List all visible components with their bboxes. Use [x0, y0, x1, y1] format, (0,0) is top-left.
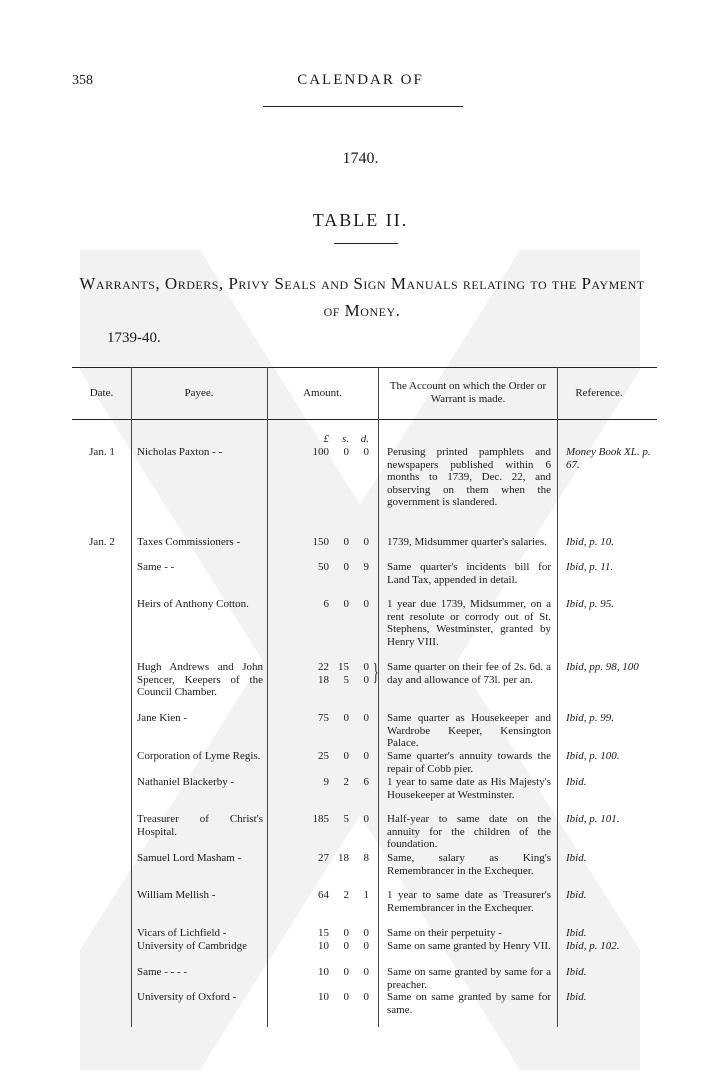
section-year: 1740. — [342, 150, 379, 167]
amount-pence: 0 — [363, 750, 369, 762]
amount-pence: 0 — [363, 991, 369, 1003]
amount-pence: 0 — [363, 536, 369, 548]
row-payee: Corporation of Lyme Regis. — [137, 750, 261, 762]
amount-pounds: 6 — [323, 598, 329, 610]
row-payee: Vicars of Lichfield - — [137, 927, 227, 939]
page-number: 358 — [72, 73, 93, 88]
amount-brace: } — [372, 660, 379, 686]
amount-pence: 0 — [363, 813, 369, 825]
row-payee: Treasurer of Christ's Hospital. — [137, 813, 263, 838]
amount-pounds: 75 — [318, 712, 329, 724]
amount-pounds: 9 — [323, 776, 329, 788]
row-account: Perusing printed pamphlets and newspapers published within 6 months to 1739, Dec. 22, and observing on them when the government is slandered. — [387, 446, 551, 508]
column-divider — [131, 367, 132, 1027]
amount-pence: 0 — [363, 598, 369, 610]
amount-pounds: 64 — [318, 889, 329, 901]
row-reference: Ibid. — [566, 991, 587, 1003]
amount-pounds: 10 — [318, 991, 329, 1003]
column-divider — [378, 367, 379, 1027]
amount-shillings: 0 — [343, 966, 349, 978]
running-title: CALENDAR OF — [297, 72, 424, 88]
row-account: Same quarter's annuity towards the repair of Cobb pier. — [387, 750, 551, 775]
row-reference: Ibid, p. 99. — [566, 712, 614, 724]
row-payee: Heirs of Anthony Cotton. — [137, 598, 249, 610]
row-reference: Ibid, p. 11. — [566, 561, 614, 573]
amount-shillings: 18 — [338, 852, 349, 864]
column-divider — [267, 367, 268, 1027]
amount-shillings: 5 — [343, 813, 349, 825]
sub-year: 1739-40. — [107, 330, 161, 346]
amount-pounds: 22 — [318, 661, 329, 673]
row-reference: Ibid, p. 10. — [566, 536, 614, 548]
amount-pence: 0 — [363, 927, 369, 939]
row-payee: Taxes Commissioners - — [137, 536, 241, 548]
row-account: Same on same granted by same for a preacher. — [387, 966, 551, 991]
row-account: Same on their perpetuity - — [387, 927, 502, 939]
row-payee: Samuel Lord Masham - — [137, 852, 242, 864]
amount-shillings: 15 — [338, 661, 349, 673]
amount-pounds: 25 — [318, 750, 329, 762]
row-account: Same quarter on their fee of 2s. 6d. a day and allowance of 73l. per an. — [387, 661, 551, 686]
row-account: 1 year to same date as Treasurer's Remembrancer in the Exchequer. — [387, 889, 551, 914]
row-reference: Ibid. — [566, 852, 587, 864]
amount-pounds: 50 — [318, 561, 329, 573]
row-account: Half-year to same date on the annuity for the children of the foundation. — [387, 813, 551, 850]
amount-pence: 0 — [363, 674, 369, 686]
row-reference: Ibid. — [566, 927, 587, 939]
table-heading: Warrants, Orders, Privy Seals and Sign Manuals relating to the Payment of Money. — [79, 274, 645, 320]
row-reference: Ibid, pp. 98, 100 — [566, 661, 639, 673]
row-date: Jan. 2 — [89, 536, 115, 548]
row-account: Same quarter as Housekeeper and Wardrobe Keeper, Kensington Palace. — [387, 712, 551, 749]
amount-shillings: 0 — [343, 561, 349, 573]
row-reference: Ibid, p. 95. — [566, 598, 614, 610]
amount-shillings: 0 — [343, 536, 349, 548]
amount-pounds: 10 — [318, 966, 329, 978]
amount-shillings: 0 — [343, 927, 349, 939]
table-title: TABLE II. — [312, 210, 409, 230]
shillings-label: s. — [341, 433, 349, 445]
row-payee: William Mellish - — [137, 889, 216, 901]
row-account: Same on same granted by Henry VII. — [387, 940, 551, 952]
amount-shillings: 0 — [343, 940, 349, 952]
row-payee: University of Oxford - — [137, 991, 237, 1003]
table-top-rule — [72, 367, 657, 368]
row-reference: Ibid. — [566, 889, 587, 901]
amount-pence: 1 — [363, 889, 369, 901]
amount-shillings: 2 — [343, 776, 349, 788]
row-reference: Ibid, p. 100. — [566, 750, 620, 762]
row-reference: Money Book XL. p. 67. — [566, 446, 651, 471]
column-divider — [557, 367, 558, 1027]
title-rule — [334, 243, 398, 244]
row-payee: Hugh Andrews and John Spencer, Keepers of the Council Chamber. — [137, 661, 263, 698]
amount-pence: 0 — [363, 966, 369, 978]
amount-pence: 9 — [363, 561, 369, 573]
row-payee: University of Cambridge — [137, 940, 247, 952]
pounds-label: £ — [323, 433, 329, 445]
amount-pence: 0 — [363, 940, 369, 952]
amount-pounds: 18 — [318, 674, 329, 686]
amount-shillings: 0 — [343, 991, 349, 1003]
row-account: Same on same granted by same for same. — [387, 991, 551, 1016]
row-payee: Jane Kien - — [137, 712, 188, 724]
amount-pounds: 185 — [312, 813, 329, 825]
header-rule — [263, 106, 463, 107]
amount-shillings: 0 — [343, 750, 349, 762]
row-payee: Nicholas Paxton - - — [137, 446, 223, 458]
row-reference: Ibid. — [566, 776, 587, 788]
amount-pence: 8 — [363, 852, 369, 864]
row-date: Jan. 1 — [89, 446, 115, 458]
amount-shillings: 2 — [343, 889, 349, 901]
column-header-reference: Reference. — [575, 387, 623, 399]
amount-shillings: 0 — [343, 446, 349, 458]
column-header-payee: Payee. — [184, 387, 214, 399]
amount-pence: 6 — [363, 776, 369, 788]
amount-pounds: 100 — [312, 446, 329, 458]
row-account: 1 year due 1739, Midsummer, on a rent resolute or corrody out of St. Stephens, Westminster, granted by Henry VIII. — [387, 598, 551, 648]
amount-shillings: 0 — [343, 598, 349, 610]
amount-pence: 0 — [363, 661, 369, 673]
row-account: Same, salary as King's Remembrancer in the Exchequer. — [387, 852, 551, 877]
row-account: Same quarter's incidents bill for Land Tax, appended in detail. — [387, 561, 551, 586]
row-reference: Ibid, p. 101. — [566, 813, 620, 825]
row-payee: Same - - - - — [137, 966, 188, 978]
amount-pounds: 150 — [312, 536, 329, 548]
row-payee: Same - - — [137, 561, 175, 573]
amount-shillings: 5 — [343, 674, 349, 686]
table-header-rule — [72, 419, 657, 420]
row-account: 1739, Midsummer quarter's salaries. — [387, 536, 547, 548]
row-account: 1 year to same date as His Majesty's Housekeeper at Westminster. — [387, 776, 551, 801]
column-header-amount: Amount. — [303, 387, 342, 399]
pence-label: d. — [360, 433, 369, 445]
row-payee: Nathaniel Blackerby - — [137, 776, 235, 788]
row-reference: Ibid, p. 102. — [566, 940, 620, 952]
column-header-account: The Account on which the Order or Warrant is made. — [389, 380, 547, 405]
amount-pence: 0 — [363, 712, 369, 724]
amount-shillings: 0 — [343, 712, 349, 724]
amount-pence: 0 — [363, 446, 369, 458]
amount-pounds: 10 — [318, 940, 329, 952]
amount-pounds: 15 — [318, 927, 329, 939]
column-header-date: Date. — [89, 387, 114, 399]
row-reference: Ibid. — [566, 966, 587, 978]
amount-pounds: 27 — [318, 852, 329, 864]
